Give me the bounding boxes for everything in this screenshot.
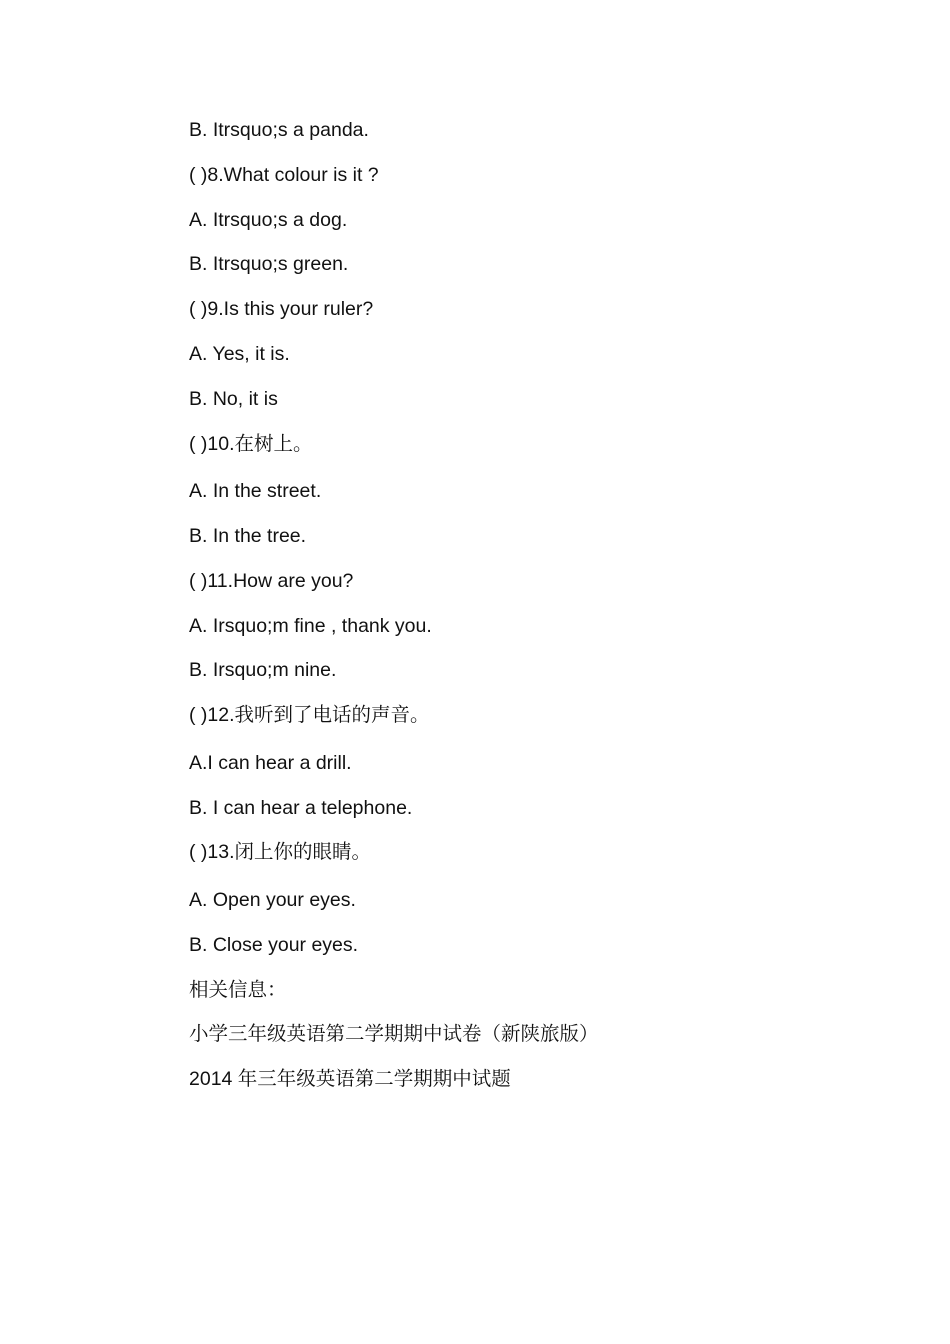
question-10: ( )10.在树上。: [189, 432, 313, 455]
answer-option: B. I can hear a telephone.: [189, 796, 413, 819]
answer-option: B. Irsquo;m nine.: [189, 659, 337, 682]
answer-option: B. In the tree.: [189, 524, 307, 547]
answer-option: B. No, it is: [189, 387, 278, 410]
answer-option: A. Irsquo;m fine , thank you.: [189, 614, 432, 637]
answer-option: B. Close your eyes.: [189, 933, 359, 956]
answer-option: A. Open your eyes.: [189, 888, 356, 911]
related-link[interactable]: 2014 年三年级英语第二学期期中试题: [189, 1068, 511, 1091]
related-link[interactable]: 小学三年级英语第二学期期中试卷（新陕旅版）: [189, 1023, 599, 1046]
question-9: ( )9.Is this your ruler?: [189, 298, 374, 321]
question-11: ( )11.How are you?: [189, 569, 354, 592]
answer-option: A. In the street.: [189, 480, 322, 503]
question-8: ( )8.What colour is it ?: [189, 163, 379, 186]
answer-option: A.I can hear a drill.: [189, 751, 352, 774]
related-info-heading: 相关信息：: [189, 978, 287, 1001]
answer-option: B. Itrsquo;s a panda.: [189, 119, 369, 141]
answer-option: B. Itrsquo;s green.: [189, 253, 349, 276]
question-13: ( )13.闭上你的眼睛。: [189, 841, 372, 864]
question-12: ( )12.我听到了电话的声音。: [189, 704, 430, 727]
document-page: [189, 118, 889, 1112]
answer-option: A. Itrsquo;s a dog.: [189, 208, 348, 231]
answer-option: A. Yes, it is.: [189, 342, 290, 365]
